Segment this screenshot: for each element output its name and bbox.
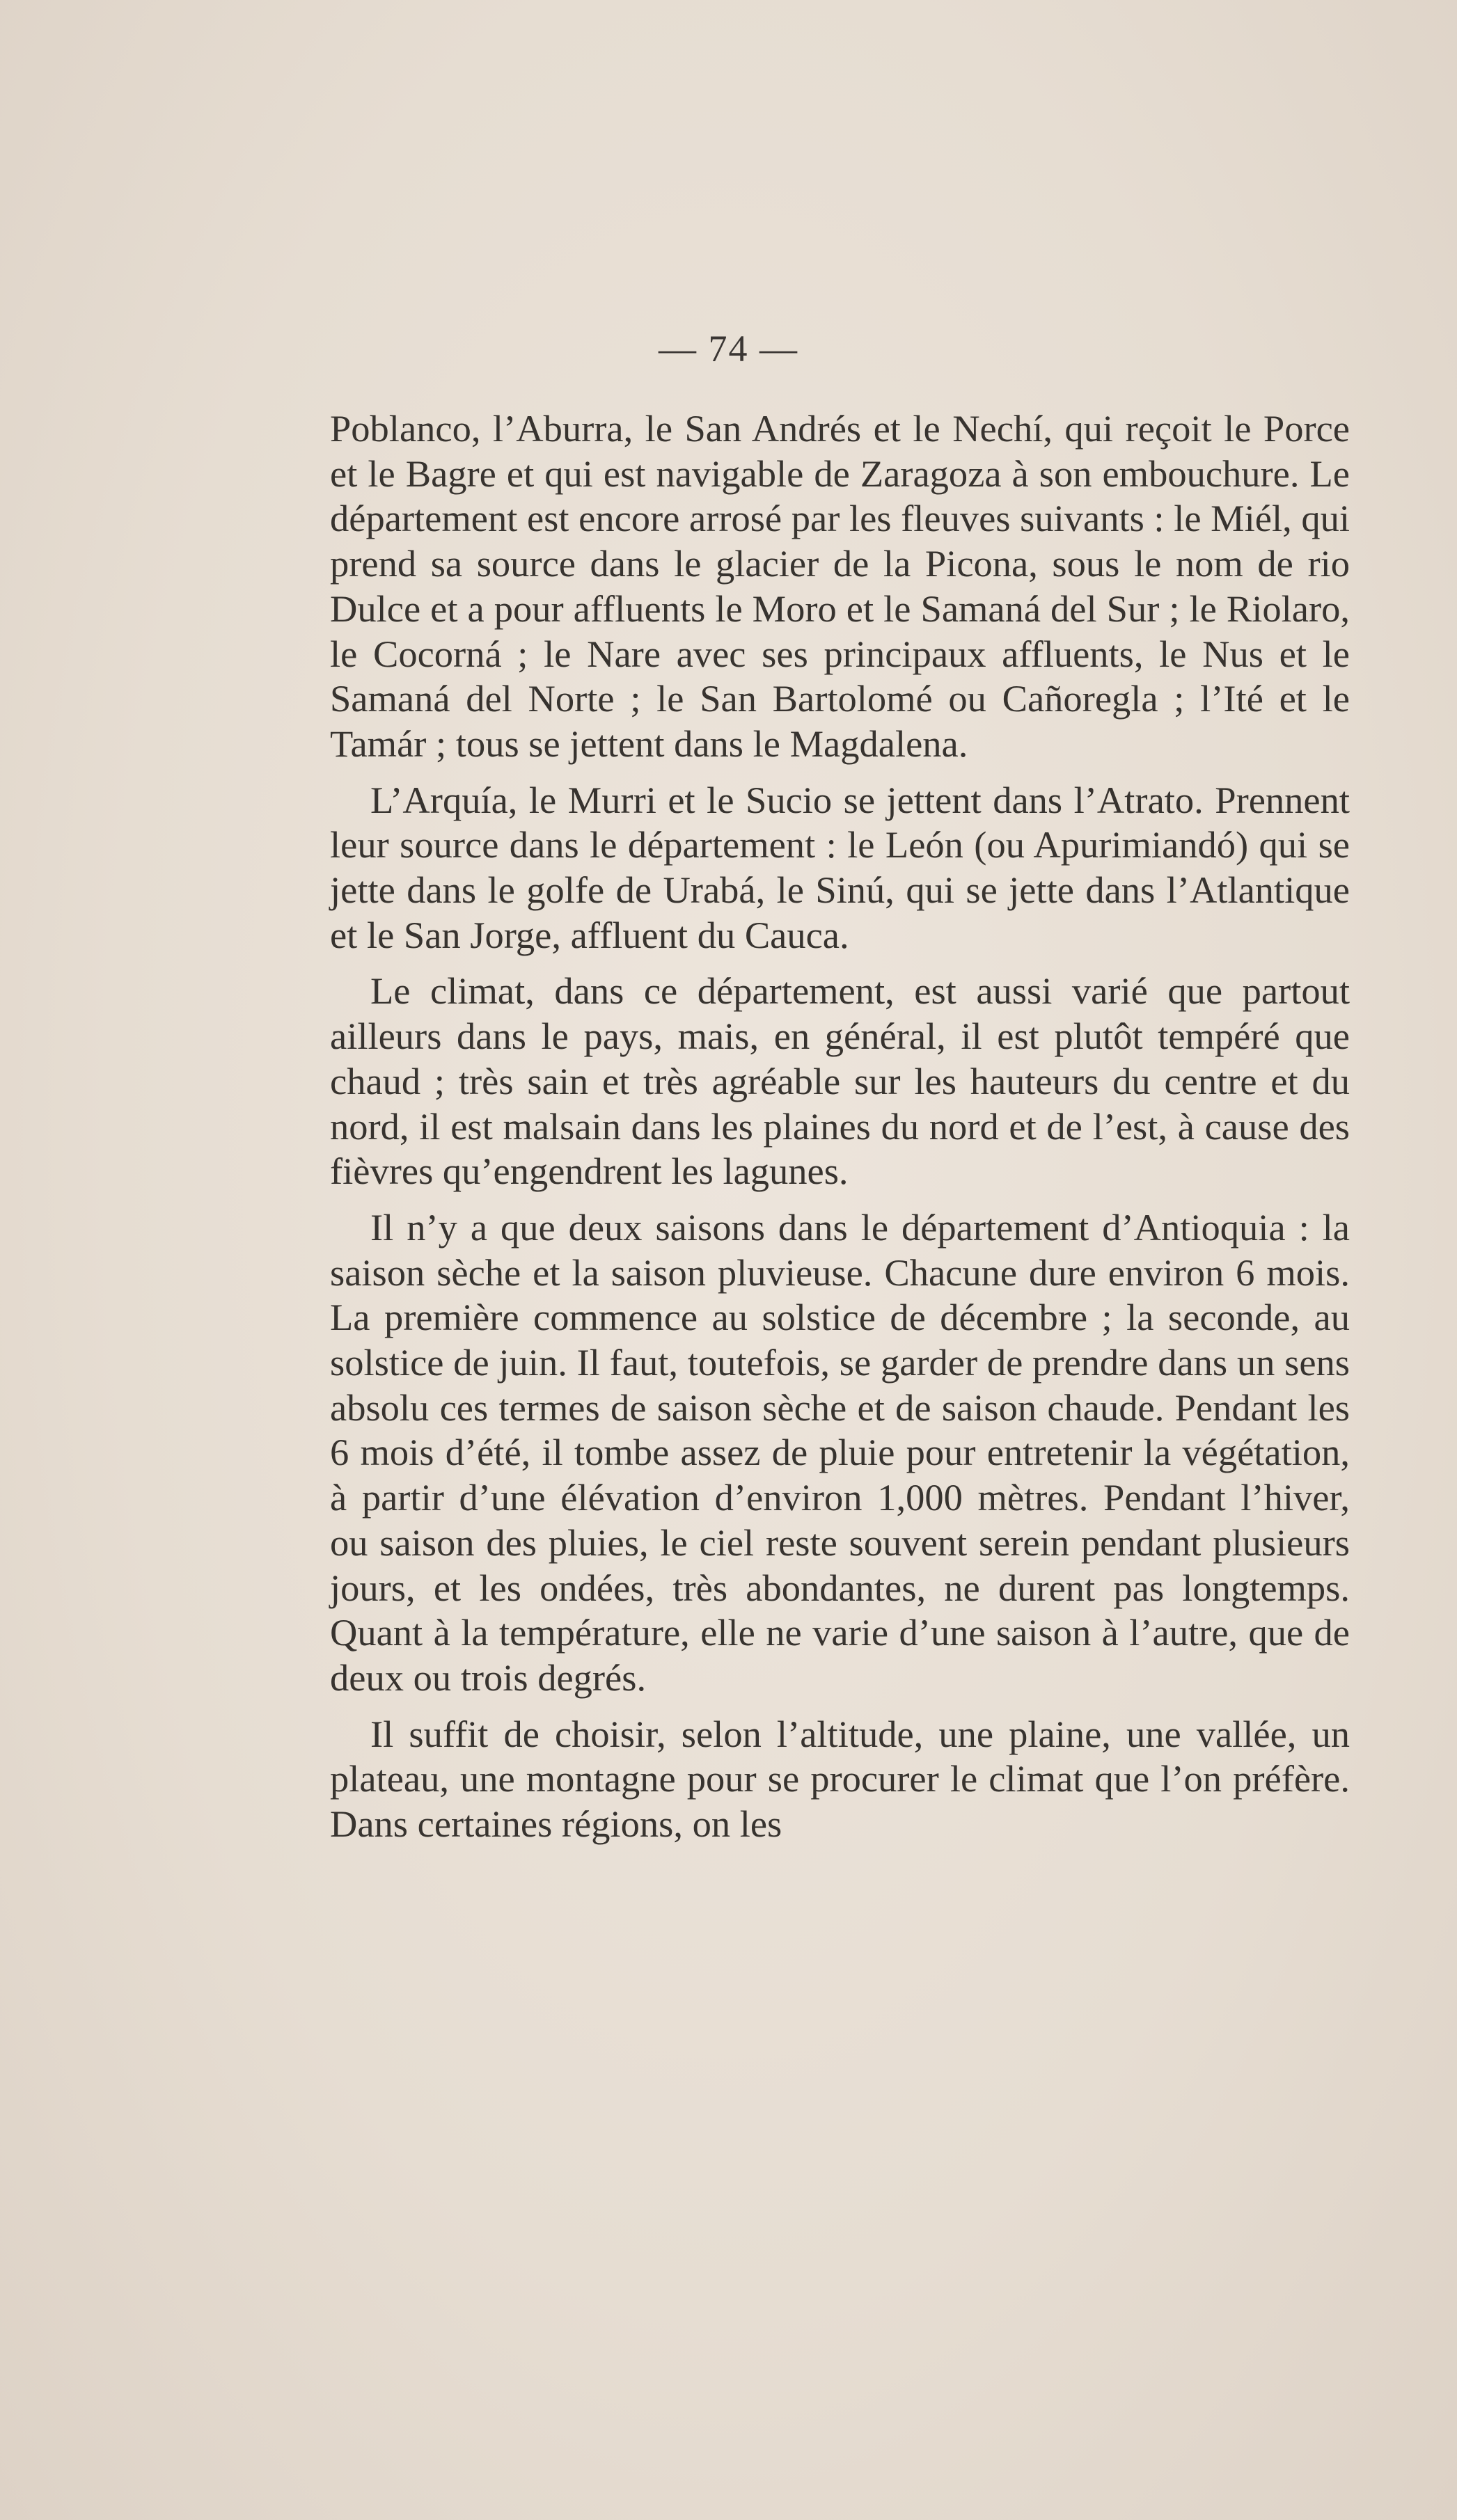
- paragraph-rivers: Poblanco, l’Aburra, le San Andrés et le Nechí, qui reçoit le Porce et le Bagre et qui est navigable de Zaragoza à son embouchure. Le département est encore arrosé par les fleuves suivants : le Miél, qui prend sa source dans le glacier de la Picona, sous le nom de rio Dulce et a pour affluents le Moro et le Samaná del Sur ; le Riolaro, le Cocorná ; le Nare avec ses principaux affluents, le Nus et le Samaná del Norte ; le San Bartolomé ou Cañoregla ; l’Ité et le Tamár ; tous se jettent dans le Magdalena.: [330, 407, 1350, 765]
- body-text: [330, 406, 1350, 1858]
- page-number: — 74 —: [659, 328, 798, 370]
- paragraph-altitude: Il suffit de choisir, selon l’altitude, une plaine, une vallée, un plateau, une montagne pour se procurer le climat que l’on préfère. Dans certaines régions, on les: [330, 1712, 1350, 1846]
- paragraph-atrato: L’Arquía, le Murri et le Sucio se jettent dans l’Atrato. Prennent leur source dans le département : le León (ou Apurimiandó) qui se jette dans le golfe de Urabá, le Sinú, qui se jette dans l’Atlantique et le San Jorge, affluent du Cauca.: [330, 778, 1350, 956]
- paragraph-seasons: Il n’y a que deux saisons dans le département d’Antioquia : la saison sèche et la saison pluvieuse. Chacune dure environ 6 mois. La première commence au solstice de décembre ; la seconde, au solstice de juin. Il faut, toutefois, se garder de prendre dans un sens absolu ces termes de saison sèche et de saison chaude. Pendant les 6 mois d’été, il tombe assez de pluie pour entretenir la végétation, à partir d’une élévation d’environ 1,000 mètres. Pendant l’hiver, ou saison des pluies, le ciel reste souvent serein pendant plusieurs jours, et les ondées, très abondantes, ne durent pas longtemps. Quant à la température, elle ne varie d’une saison à l’autre, que de deux ou trois degrés.: [330, 1205, 1350, 1699]
- paragraph-climate: Le climat, dans ce département, est aussi varié que partout ailleurs dans le pays, mais, en général, il est plutôt tempéré que chaud ; très sain et très agréable sur les hauteurs du centre et du nord, il est malsain dans les plaines du nord et de l’est, à cause des fièvres qu’engendrent les lagunes.: [330, 969, 1350, 1193]
